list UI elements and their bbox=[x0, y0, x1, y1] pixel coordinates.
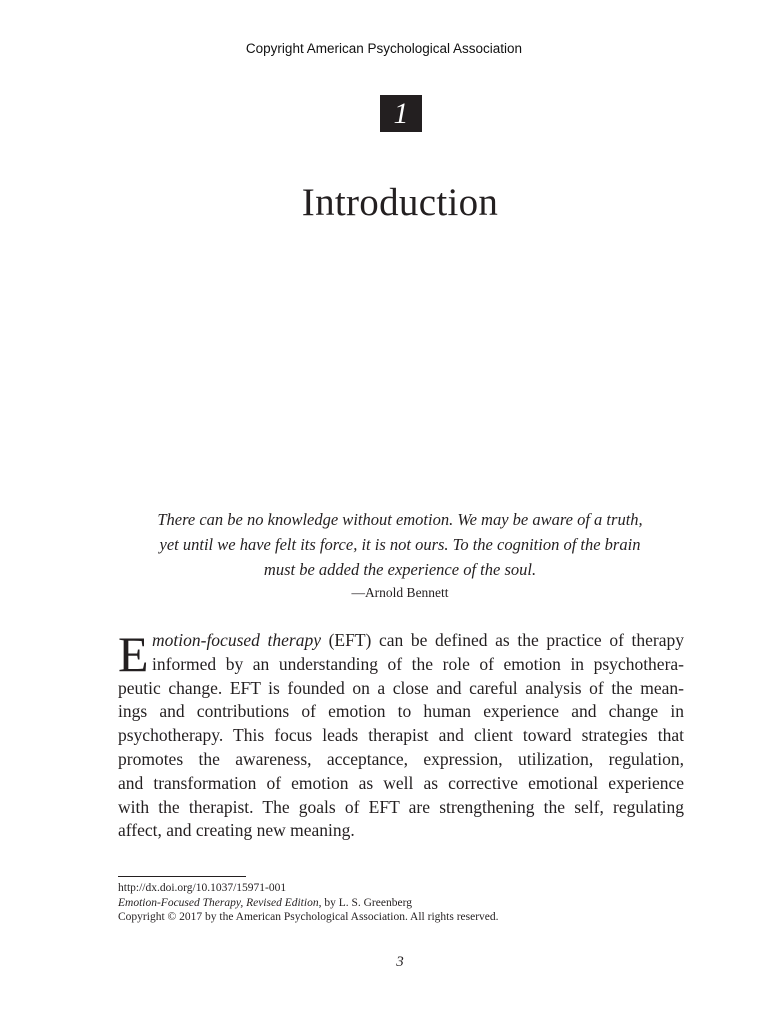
chapter-number-badge: 1 bbox=[380, 95, 422, 132]
body-line-italic: motion-focused therapy bbox=[152, 630, 321, 650]
footnote-book-title: Emotion-Focused Therapy, Revised Edition bbox=[118, 896, 319, 909]
body-paragraph bbox=[118, 626, 684, 843]
body-line: informed by an understanding of the role of emotion in psychothera- bbox=[152, 653, 684, 674]
footnote bbox=[118, 881, 684, 925]
body-line: with the therapist. The goals of EFT are strengthening the self, regulating bbox=[118, 796, 684, 817]
copyright-header: Copyright American Psychological Association bbox=[245, 41, 523, 56]
chapter-title: Introduction bbox=[301, 181, 499, 224]
page-number: 3 bbox=[396, 954, 404, 970]
body-line: peutic change. EFT is founded on a close and careful analysis of the mean- bbox=[118, 677, 684, 698]
body-line: promotes the awareness, acceptance, expression, utilization, regulation, bbox=[118, 748, 684, 769]
epigraph-line: There can be no knowledge without emotion. We may be aware of a truth, bbox=[157, 510, 643, 529]
epigraph-line: yet until we have felt its force, it is not ours. To the cognition of the brain bbox=[159, 535, 641, 554]
footnote-doi: http://dx.doi.org/10.1037/15971-001 bbox=[118, 882, 287, 894]
footnote-divider bbox=[118, 876, 246, 877]
body-line: and transformation of emotion as well as corrective emotional experience bbox=[118, 772, 684, 793]
footnote-citation bbox=[118, 896, 684, 911]
body-line-text: (EFT) can be defined as the practice of therapy bbox=[320, 630, 684, 650]
epigraph-attribution: —Arnold Bennett bbox=[351, 585, 449, 600]
footnote-author: , by L. S. Greenberg bbox=[318, 896, 412, 909]
drop-cap: E bbox=[118, 626, 149, 682]
body-line: affect, and creating new meaning. bbox=[118, 820, 355, 841]
epigraph-line: must be added the experience of the soul. bbox=[263, 560, 537, 579]
footnote-copyright: Copyright © 2017 by the American Psychological Association. All rights reserved. bbox=[118, 911, 499, 923]
body-line: ings and contributions of emotion to human experience and change in bbox=[118, 701, 684, 722]
epigraph-quote bbox=[118, 507, 682, 582]
body-line: psychotherapy. This focus leads therapist and client toward strategies that bbox=[118, 725, 684, 746]
body-line bbox=[118, 629, 684, 653]
